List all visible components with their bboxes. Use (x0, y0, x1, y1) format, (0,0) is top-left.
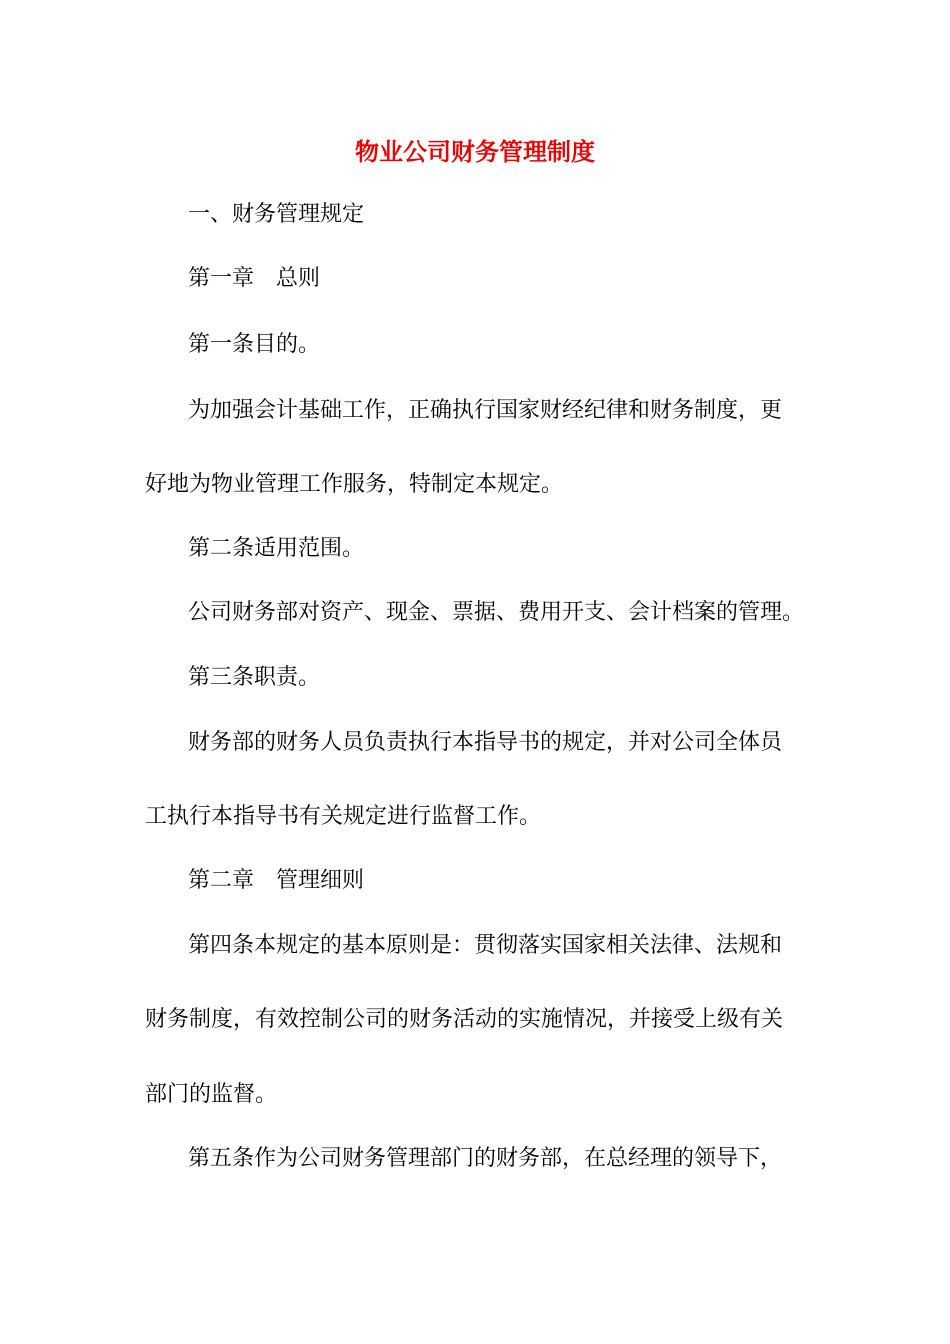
paragraph-line: 好地为物业管理工作服务，特制定本规定。 (145, 472, 564, 497)
chapter-heading: 第一章 总则 (188, 266, 321, 291)
paragraph-line: 公司财务部对资产、现金、票据、费用开支、会计档案的管理。 (188, 600, 805, 625)
paragraph-line: 第四条本规定的基本原则是：贯彻落实国家相关法律、法规和 (188, 933, 783, 958)
paragraph-line: 为加强会计基础工作，正确执行国家财经纪律和财务制度，更 (188, 398, 783, 423)
paragraph-line: 工执行本指导书有关规定进行监督工作。 (145, 804, 542, 829)
document-title: 物业公司财务管理制度 (355, 138, 595, 166)
paragraph-line: 财务部的财务人员负责执行本指导书的规定，并对公司全体员 (188, 730, 783, 755)
article-heading: 第三条职责。 (188, 665, 321, 690)
paragraph-line: 财务制度，有效控制公司的财务活动的实施情况，并接受上级有关 (145, 1007, 784, 1032)
article-heading: 第一条目的。 (188, 332, 321, 357)
section-heading: 一、财务管理规定 (188, 202, 365, 227)
paragraph-line: 部门的监督。 (145, 1082, 278, 1107)
article-heading: 第二条适用范围。 (188, 536, 365, 561)
paragraph-line: 第五条作为公司财务管理部门的财务部，在总经理的领导下， (188, 1146, 783, 1171)
chapter-heading: 第二章 管理细则 (188, 868, 365, 893)
